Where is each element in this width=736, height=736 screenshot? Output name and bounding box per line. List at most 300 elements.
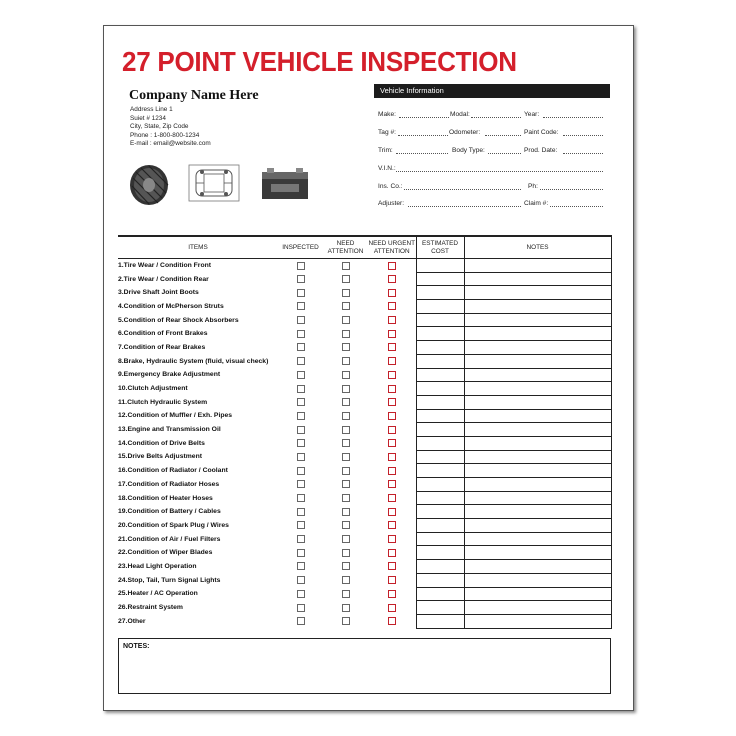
table-row — [118, 354, 611, 368]
item-label: 16.Condition of Radiator / Coolant — [118, 467, 228, 475]
need-attention-cell — [323, 272, 368, 286]
item-label: 5.Condition of Rear Shock Absorbers — [118, 316, 239, 324]
need-urgent-checkbox[interactable] — [388, 617, 396, 625]
estimated-cost-cell[interactable] — [416, 491, 464, 505]
address-line: Suiet # 1234 — [130, 114, 166, 122]
estimated-cost-cell[interactable] — [416, 423, 464, 437]
estimated-cost-cell[interactable] — [416, 450, 464, 464]
estimated-cost-cell[interactable] — [416, 354, 464, 368]
need-urgent-checkbox[interactable] — [388, 480, 396, 488]
prod-date-field[interactable] — [563, 153, 603, 154]
need-urgent-cell — [368, 601, 416, 615]
table-row — [118, 382, 611, 396]
need-urgent-cell — [368, 341, 416, 355]
table-row — [118, 409, 611, 423]
need-attention-checkbox[interactable] — [342, 562, 350, 570]
table-row — [118, 464, 611, 478]
need-urgent-checkbox[interactable] — [388, 316, 396, 324]
need-attention-cell — [323, 423, 368, 437]
inspected-cell — [278, 532, 323, 546]
inspected-checkbox[interactable] — [297, 604, 305, 612]
need-attention-cell — [323, 395, 368, 409]
form-title: 27 POINT VEHICLE INSPECTION — [122, 46, 517, 77]
inspected-checkbox[interactable] — [297, 275, 305, 283]
estimated-cost-cell[interactable] — [416, 573, 464, 587]
trim-label: Trim: — [378, 147, 393, 154]
inspected-checkbox[interactable] — [297, 549, 305, 557]
inspected-checkbox[interactable] — [297, 412, 305, 420]
item-label: 18.Condition of Heater Hoses — [118, 494, 213, 502]
need-attention-cell — [323, 464, 368, 478]
need-urgent-cell — [368, 532, 416, 546]
inspected-cell — [278, 587, 323, 601]
odometer-field[interactable] — [485, 135, 521, 136]
notes-cell[interactable] — [464, 313, 611, 327]
year-label: Year: — [524, 111, 540, 118]
address-line: E-mail : email@website.com — [130, 140, 211, 148]
need-urgent-cell — [368, 272, 416, 286]
item-label: 21.Condition of Air / Fuel Filters — [118, 535, 221, 543]
notes-cell[interactable] — [464, 354, 611, 368]
notes-label: NOTES: — [123, 643, 150, 650]
table-row — [118, 272, 611, 286]
inspected-cell — [278, 368, 323, 382]
estimated-cost-cell[interactable] — [416, 368, 464, 382]
inspected-cell — [278, 395, 323, 409]
need-urgent-checkbox[interactable] — [388, 467, 396, 475]
inspected-checkbox[interactable] — [297, 480, 305, 488]
address-line: Phone : 1-800-800-1234 — [130, 131, 200, 139]
need-urgent-checkbox[interactable] — [388, 385, 396, 393]
inspected-checkbox[interactable] — [297, 439, 305, 447]
need-urgent-cell — [368, 614, 416, 628]
notes-cell[interactable] — [464, 491, 611, 505]
item-label: 26.Restraint System — [118, 604, 183, 612]
inspected-cell — [278, 327, 323, 341]
item-label: 7.Condition of Rear Brakes — [118, 343, 206, 351]
need-urgent-checkbox[interactable] — [388, 494, 396, 502]
need-attention-checkbox[interactable] — [342, 590, 350, 598]
inspected-cell — [278, 286, 323, 300]
notes-cell[interactable] — [464, 546, 611, 560]
inspected-checkbox[interactable] — [297, 453, 305, 461]
need-urgent-checkbox[interactable] — [388, 590, 396, 598]
inspected-checkbox[interactable] — [297, 398, 305, 406]
header-need-urgent: NEED URGENT ATTENTION — [368, 236, 416, 259]
inspected-cell — [278, 423, 323, 437]
need-urgent-checkbox[interactable] — [388, 357, 396, 365]
need-urgent-cell — [368, 519, 416, 533]
table-row — [118, 368, 611, 382]
need-urgent-cell — [368, 436, 416, 450]
estimated-cost-cell[interactable] — [416, 505, 464, 519]
inspected-checkbox[interactable] — [297, 576, 305, 584]
item-label: 11.Clutch Hydraulic System — [118, 398, 208, 406]
need-attention-checkbox[interactable] — [342, 453, 350, 461]
need-attention-checkbox[interactable] — [342, 549, 350, 557]
claim-field[interactable] — [550, 206, 603, 207]
item-label: 22.Condition of Wiper Blades — [118, 549, 213, 557]
inspected-checkbox[interactable] — [297, 494, 305, 502]
notes-cell[interactable] — [464, 573, 611, 587]
inspected-checkbox[interactable] — [297, 426, 305, 434]
inspected-checkbox[interactable] — [297, 617, 305, 625]
inspected-cell — [278, 450, 323, 464]
need-attention-checkbox[interactable] — [342, 385, 350, 393]
need-attention-checkbox[interactable] — [342, 302, 350, 310]
notes-cell[interactable] — [464, 272, 611, 286]
estimated-cost-cell[interactable] — [416, 587, 464, 601]
need-urgent-checkbox[interactable] — [388, 576, 396, 584]
notes-cell[interactable] — [464, 368, 611, 382]
claim-label: Claim #: — [524, 200, 549, 207]
need-urgent-checkbox[interactable] — [388, 371, 396, 379]
item-label: 10.Clutch Adjustment — [118, 385, 188, 393]
ins-co-field[interactable] — [404, 189, 521, 190]
inspected-cell — [278, 272, 323, 286]
year-field[interactable] — [543, 117, 603, 118]
need-attention-cell — [323, 327, 368, 341]
need-urgent-checkbox[interactable] — [388, 330, 396, 338]
need-attention-checkbox[interactable] — [342, 262, 350, 270]
need-attention-checkbox[interactable] — [342, 330, 350, 338]
inspected-checkbox[interactable] — [297, 521, 305, 529]
need-urgent-checkbox[interactable] — [388, 604, 396, 612]
estimated-cost-cell[interactable] — [416, 464, 464, 478]
notes-cell[interactable] — [464, 601, 611, 615]
company-name: Company Name Here — [129, 88, 259, 103]
item-label: 27.Other — [118, 617, 146, 625]
inspected-checkbox[interactable] — [297, 371, 305, 379]
body-type-field[interactable] — [488, 153, 521, 154]
need-attention-checkbox[interactable] — [342, 535, 350, 543]
need-attention-checkbox[interactable] — [342, 412, 350, 420]
company-address — [130, 106, 211, 149]
item-label: 3.Drive Shaft Joint Boots — [118, 289, 199, 297]
need-urgent-checkbox[interactable] — [388, 453, 396, 461]
table-row — [118, 395, 611, 409]
inspected-checkbox[interactable] — [297, 385, 305, 393]
notes-cell[interactable] — [464, 395, 611, 409]
model-field[interactable] — [471, 117, 521, 118]
need-attention-cell — [323, 601, 368, 615]
inspected-checkbox[interactable] — [297, 330, 305, 338]
header-items: ITEMS — [118, 236, 278, 259]
need-urgent-checkbox[interactable] — [388, 289, 396, 297]
vin-field[interactable] — [396, 171, 603, 172]
need-urgent-cell — [368, 450, 416, 464]
need-urgent-cell — [368, 560, 416, 574]
need-attention-cell — [323, 286, 368, 300]
need-attention-cell — [323, 409, 368, 423]
vehicle-info-header: Vehicle Information — [374, 84, 610, 98]
table-row — [118, 519, 611, 533]
need-urgent-cell — [368, 464, 416, 478]
notes-cell[interactable] — [464, 505, 611, 519]
need-urgent-checkbox[interactable] — [388, 412, 396, 420]
table-row — [118, 341, 611, 355]
notes-cell[interactable] — [464, 259, 611, 273]
need-urgent-cell — [368, 573, 416, 587]
table-row — [118, 450, 611, 464]
notes-cell[interactable] — [464, 519, 611, 533]
table-row — [118, 313, 611, 327]
estimated-cost-cell[interactable] — [416, 259, 464, 273]
need-attention-checkbox[interactable] — [342, 521, 350, 529]
inspected-cell — [278, 409, 323, 423]
need-attention-cell — [323, 354, 368, 368]
inspected-checkbox[interactable] — [297, 357, 305, 365]
estimated-cost-cell[interactable] — [416, 382, 464, 396]
item-label: 15.Drive Belts Adjustment — [118, 453, 202, 461]
item-label: 20.Condition of Spark Plug / Wires — [118, 521, 229, 529]
estimated-cost-cell[interactable] — [416, 532, 464, 546]
need-attention-cell — [323, 382, 368, 396]
need-attention-cell — [323, 341, 368, 355]
ins-co-label: Ins. Co.: — [378, 183, 403, 190]
need-urgent-cell — [368, 395, 416, 409]
inspected-cell — [278, 354, 323, 368]
inspection-table — [118, 235, 612, 629]
inspected-checkbox[interactable] — [297, 302, 305, 310]
notes-cell[interactable] — [464, 436, 611, 450]
inspected-checkbox[interactable] — [297, 262, 305, 270]
notes-cell[interactable] — [464, 450, 611, 464]
phone-label: Ph: — [528, 183, 538, 190]
need-attention-checkbox[interactable] — [342, 494, 350, 502]
inspected-checkbox[interactable] — [297, 467, 305, 475]
estimated-cost-cell[interactable] — [416, 478, 464, 492]
header-inspected: INSPECTED — [278, 236, 323, 259]
need-attention-checkbox[interactable] — [342, 398, 350, 406]
need-attention-cell — [323, 478, 368, 492]
inspection-form — [103, 25, 634, 711]
inspected-cell — [278, 436, 323, 450]
need-attention-checkbox[interactable] — [342, 604, 350, 612]
inspected-cell — [278, 300, 323, 314]
need-attention-cell — [323, 450, 368, 464]
need-attention-checkbox[interactable] — [342, 508, 350, 516]
need-attention-cell — [323, 505, 368, 519]
need-urgent-cell — [368, 409, 416, 423]
notes-cell[interactable] — [464, 587, 611, 601]
need-attention-checkbox[interactable] — [342, 426, 350, 434]
inspected-cell — [278, 313, 323, 327]
trim-field[interactable] — [396, 153, 448, 154]
need-attention-checkbox[interactable] — [342, 371, 350, 379]
need-urgent-checkbox[interactable] — [388, 549, 396, 557]
paint-code-field[interactable] — [563, 135, 603, 136]
inspected-checkbox[interactable] — [297, 289, 305, 297]
estimated-cost-cell[interactable] — [416, 286, 464, 300]
need-urgent-cell — [368, 300, 416, 314]
need-urgent-cell — [368, 354, 416, 368]
need-attention-checkbox[interactable] — [342, 275, 350, 283]
header-estimated-cost: ESTIMATED COST — [416, 236, 464, 259]
need-urgent-cell — [368, 478, 416, 492]
adjuster-field[interactable] — [408, 206, 521, 207]
need-attention-checkbox[interactable] — [342, 439, 350, 447]
inspected-cell — [278, 478, 323, 492]
need-urgent-cell — [368, 313, 416, 327]
need-attention-cell — [323, 546, 368, 560]
notes-box[interactable] — [118, 638, 611, 694]
inspected-cell — [278, 464, 323, 478]
item-label: 4.Condition of McPherson Struts — [118, 302, 224, 310]
battery-icon — [261, 166, 309, 200]
vin-label: V.I.N.: — [378, 165, 396, 172]
tag-label: Tag #: — [378, 129, 396, 136]
estimated-cost-cell[interactable] — [416, 272, 464, 286]
table-row — [118, 587, 611, 601]
need-urgent-checkbox[interactable] — [388, 426, 396, 434]
estimated-cost-cell[interactable] — [416, 395, 464, 409]
inspected-checkbox[interactable] — [297, 590, 305, 598]
item-label: 23.Head Light Operation — [118, 562, 197, 570]
estimated-cost-cell[interactable] — [416, 546, 464, 560]
make-label: Make: — [378, 111, 396, 118]
inspected-cell — [278, 491, 323, 505]
need-attention-cell — [323, 313, 368, 327]
item-label: 17.Condition of Radiator Hoses — [118, 480, 220, 488]
need-urgent-cell — [368, 382, 416, 396]
need-urgent-checkbox[interactable] — [388, 521, 396, 529]
estimated-cost-cell[interactable] — [416, 560, 464, 574]
car-diagram-icon — [188, 164, 240, 202]
inspected-checkbox[interactable] — [297, 343, 305, 351]
notes-cell[interactable] — [464, 341, 611, 355]
estimated-cost-cell[interactable] — [416, 519, 464, 533]
item-label: 8.Brake, Hydraulic System (fluid, visual check) — [118, 357, 269, 365]
need-attention-checkbox[interactable] — [342, 289, 350, 297]
inspected-cell — [278, 560, 323, 574]
notes-cell[interactable] — [464, 382, 611, 396]
item-label: 19.Condition of Battery / Cables — [118, 508, 221, 516]
model-label: Modal: — [450, 111, 470, 118]
need-urgent-cell — [368, 546, 416, 560]
inspected-cell — [278, 601, 323, 615]
need-urgent-checkbox[interactable] — [388, 302, 396, 310]
need-attention-cell — [323, 614, 368, 628]
inspected-cell — [278, 519, 323, 533]
inspected-checkbox[interactable] — [297, 562, 305, 570]
need-urgent-checkbox[interactable] — [388, 343, 396, 351]
need-urgent-cell — [368, 587, 416, 601]
need-attention-checkbox[interactable] — [342, 576, 350, 584]
inspected-cell — [278, 614, 323, 628]
address-line: Address Line 1 — [130, 106, 173, 113]
need-attention-cell — [323, 300, 368, 314]
inspected-cell — [278, 505, 323, 519]
item-label: 6.Condition of Front Brakes — [118, 330, 208, 338]
need-urgent-checkbox[interactable] — [388, 439, 396, 447]
item-label: 24.Stop, Tail, Turn Signal Lights — [118, 576, 221, 584]
estimated-cost-cell[interactable] — [416, 327, 464, 341]
notes-cell[interactable] — [464, 560, 611, 574]
need-urgent-cell — [368, 259, 416, 273]
inspected-checkbox[interactable] — [297, 316, 305, 324]
need-urgent-checkbox[interactable] — [388, 562, 396, 570]
need-urgent-checkbox[interactable] — [388, 508, 396, 516]
need-attention-cell — [323, 259, 368, 273]
need-attention-checkbox[interactable] — [342, 357, 350, 365]
body-type-label: Body Type: — [452, 147, 485, 154]
need-attention-cell — [323, 560, 368, 574]
need-urgent-cell — [368, 505, 416, 519]
estimated-cost-cell[interactable] — [416, 409, 464, 423]
notes-cell[interactable] — [464, 532, 611, 546]
need-urgent-checkbox[interactable] — [388, 262, 396, 270]
prod-date-label: Prod. Date: — [524, 147, 558, 154]
notes-cell[interactable] — [464, 423, 611, 437]
tire-icon — [128, 164, 170, 206]
table-row — [118, 505, 611, 519]
item-label: 13.Engine and Transmission Oil — [118, 426, 221, 434]
need-attention-checkbox[interactable] — [342, 467, 350, 475]
table-row — [118, 300, 611, 314]
header-need-attention: NEED ATTENTION — [323, 236, 368, 259]
need-attention-checkbox[interactable] — [342, 343, 350, 351]
table-row — [118, 601, 611, 615]
address-line: City, State, Zip Code — [130, 123, 189, 131]
need-urgent-cell — [368, 327, 416, 341]
estimated-cost-cell[interactable] — [416, 436, 464, 450]
need-attention-checkbox[interactable] — [342, 617, 350, 625]
notes-cell[interactable] — [464, 614, 611, 628]
need-urgent-cell — [368, 286, 416, 300]
table-row — [118, 614, 611, 628]
item-label: 25.Heater / AC Operation — [118, 590, 198, 598]
need-urgent-checkbox[interactable] — [388, 535, 396, 543]
table-row — [118, 259, 611, 273]
inspected-checkbox[interactable] — [297, 535, 305, 543]
estimated-cost-cell[interactable] — [416, 601, 464, 615]
inspected-cell — [278, 382, 323, 396]
table-row — [118, 286, 611, 300]
inspected-checkbox[interactable] — [297, 508, 305, 516]
phone-field[interactable] — [540, 189, 603, 190]
estimated-cost-cell[interactable] — [416, 341, 464, 355]
table-header-row — [118, 236, 611, 259]
table-row — [118, 573, 611, 587]
estimated-cost-cell[interactable] — [416, 300, 464, 314]
need-attention-cell — [323, 587, 368, 601]
make-field[interactable] — [399, 117, 449, 118]
notes-cell[interactable] — [464, 286, 611, 300]
need-urgent-cell — [368, 368, 416, 382]
need-attention-cell — [323, 532, 368, 546]
inspected-cell — [278, 259, 323, 273]
need-attention-cell — [323, 491, 368, 505]
inspected-cell — [278, 546, 323, 560]
item-label: 1.Tire Wear / Condition Front — [118, 262, 212, 270]
estimated-cost-cell[interactable] — [416, 313, 464, 327]
notes-cell[interactable] — [464, 464, 611, 478]
notes-cell[interactable] — [464, 300, 611, 314]
need-urgent-checkbox[interactable] — [388, 398, 396, 406]
item-label: 9.Emergency Brake Adjustment — [118, 371, 221, 379]
tag-field[interactable] — [398, 135, 448, 136]
notes-cell[interactable] — [464, 409, 611, 423]
inspected-cell — [278, 341, 323, 355]
need-attention-checkbox[interactable] — [342, 316, 350, 324]
need-attention-checkbox[interactable] — [342, 480, 350, 488]
estimated-cost-cell[interactable] — [416, 614, 464, 628]
need-urgent-checkbox[interactable] — [388, 275, 396, 283]
notes-cell[interactable] — [464, 478, 611, 492]
need-urgent-cell — [368, 423, 416, 437]
notes-cell[interactable] — [464, 327, 611, 341]
